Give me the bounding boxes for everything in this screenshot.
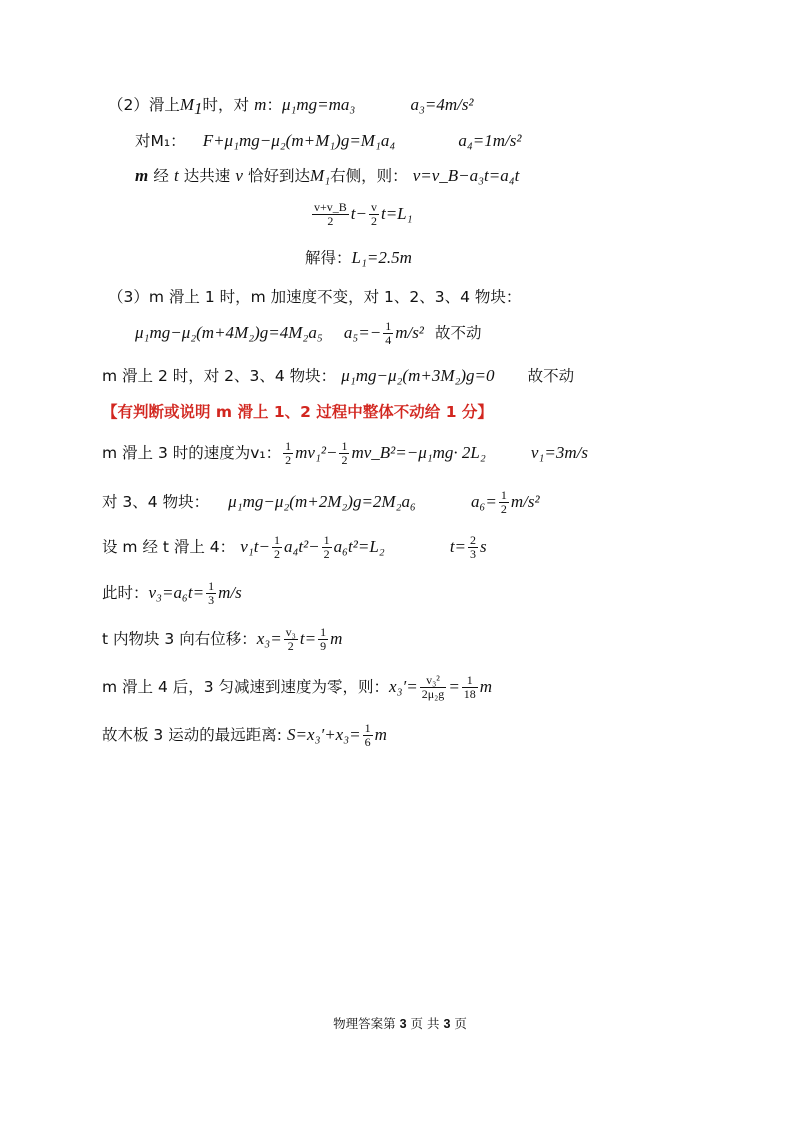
fraction: $\frac{1}{18}$	[463, 673, 476, 701]
fraction: $\frac{1}{3}$	[208, 579, 215, 607]
fraction: $\frac{1}{6}$	[364, 721, 371, 749]
a4-result: a₄=1m/s²	[458, 131, 522, 150]
part3-line7: 此时：v₃=a₆t= $\frac{1}{3}$ m/s	[102, 579, 242, 607]
v1-result: v₁=3m/s	[530, 443, 588, 462]
l1-result: L₁=2.5m	[351, 248, 412, 267]
part3-line4: m 滑上 3 时的速度为v₁： $\frac{1}{2}$ mv₁²− $\frac{1}{2}$ mv_B²=−μ₁mg· 2L₂ v₁=3m/s	[102, 439, 588, 467]
fraction: $\frac{2}{3}$	[470, 533, 477, 561]
part2-line2: 对M₁： F+μ₁mg−μ₂(m+M₁)g=M₁a₄ a₄=1m/s²	[135, 131, 522, 150]
fraction: $\frac{1}{2}$	[500, 488, 507, 516]
part2-line3: m 经 t 达共速 v 恰好到达M₁右侧，则： v=v_B−a₃t=a₄t	[135, 166, 520, 185]
part2-line4: $\frac{v+v\_B}{2}$ t− $\frac{v}{2}$ t=L₁	[314, 200, 413, 228]
part2-line5: 解得：L₁=2.5m	[305, 248, 412, 267]
part3-line9: m 滑上 4 后，3 匀减速到速度为零，则：x₃′= $\frac{\text{v₃²}}{\text{2μ₂g}}$ = $\frac{1}{18}$ m	[102, 673, 493, 701]
part3-line2: μ₁mg−μ₂(m+4M₂)g=4M₂a₅ a₅=− $\frac{1}{4}$ m/s² 故不动	[135, 319, 482, 347]
fraction: $\frac{\text{v₃²}}{\text{2μ₂g}}$	[421, 673, 445, 701]
fraction: $\frac{\text{v₃}}{2}$	[285, 625, 296, 653]
fraction: $\frac{1}{9}$	[320, 625, 327, 653]
fraction: $\frac{1}{2}$	[323, 533, 330, 561]
part3-line1: （3）m 滑上 1 时，m 加速度不变，对 1、2、3、4 物块：	[108, 288, 522, 306]
a3-result: a₃=4m/s²	[410, 95, 474, 114]
fraction: $\frac{v+v\_B}{2}$	[314, 200, 347, 228]
page-total: 3	[443, 1017, 451, 1031]
part3-line6: 设 m 经 t 滑上 4： v₁t− $\frac{1}{2}$ a₄t²− $\frac{1}{2}$ a₆t²=L₂ t= $\frac{2}{3}$ s	[102, 533, 487, 561]
fraction: $\frac{1}{2}$	[285, 439, 292, 467]
fraction: $\frac{1}{2}$	[341, 439, 348, 467]
fraction: $\frac{1}{2}$	[273, 533, 280, 561]
page-number: 3	[399, 1017, 407, 1031]
fraction: $\frac{v}{2}$	[370, 200, 377, 228]
fraction: $\frac{1}{4}$	[385, 319, 392, 347]
part3-line10: 故木板 3 运动的最远距离: S=x₃′+x₃= $\frac{1}{6}$ m	[102, 721, 387, 749]
part3-line8: t 内物块 3 向右位移：x₃= $\frac{\text{v₃}}{2}$ t= $\frac{1}{9}$ m	[102, 625, 343, 653]
scoring-note: 【有判断或说明 m 滑上 1、2 过程中整体不动给 1 分】	[102, 403, 493, 421]
page-footer: 物理答案第 3 页 共 3 页	[333, 1016, 467, 1031]
part3-line5: 对 3、4 物块： μ₁mg−μ₂(m+2M₂)g=2M₂a₆ a₆= $\frac{1}{2}$ m/s²	[102, 488, 540, 516]
part2-line1: （2）滑上$M_1$时，对 m：μ₁mg=ma₃ a₃=4m/s²	[108, 95, 474, 119]
part3-line3: m 滑上 2 时，对 2、3、4 物块： μ₁mg−μ₂(m+3M₂)g=0 故不动	[102, 366, 575, 385]
